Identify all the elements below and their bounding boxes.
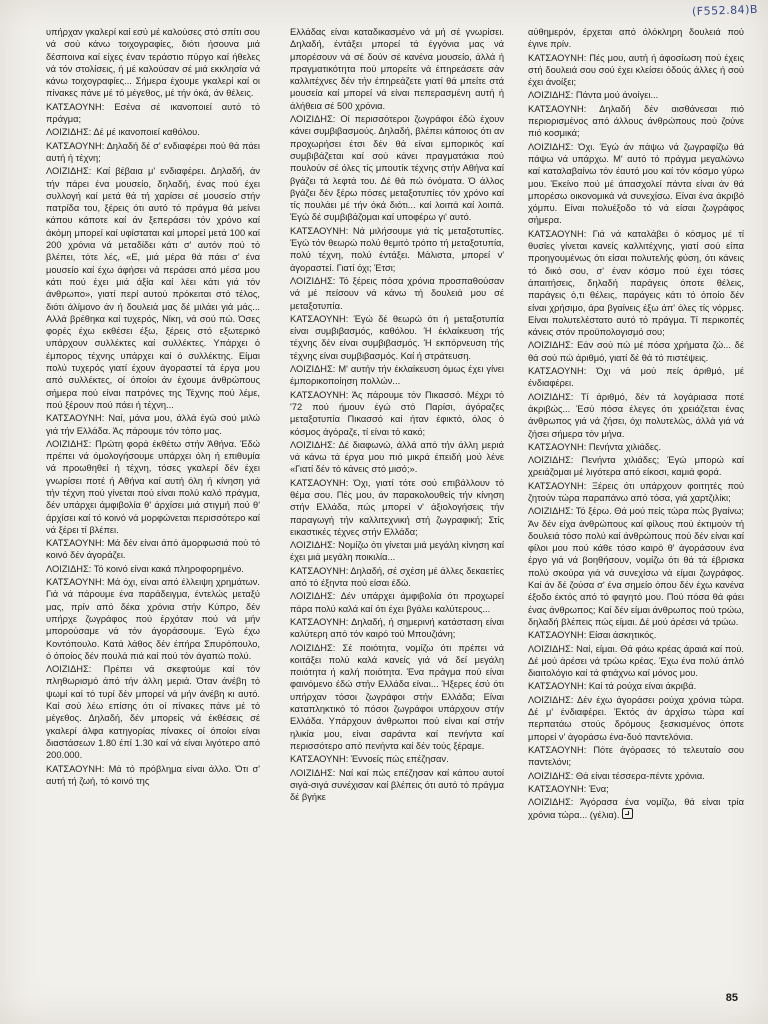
paragraph: ΛΟΙΖΙΔΗΣ: Τό ξέρω. Θά μού πείς τώρα πώς βγαίνω; Άν δέν είχα άνθρώπους καί φίλους πού έκτιμούν τή δουλειά τόσο πολύ καί άνθρώπους πού δέν είναι καί φίλοι μου πού κάθε τόσο καιρό θ' άγοράσουν ένα έργο γιά νά βοηθήσουν, νομίζω ότι θά τά έβρισκα πολύ σκούρα γιά νά συνεχίσω νά είμαι ζωγράφος. Καί άν δέ ζούσα σ' ένα σημείο όπου δέν έχω κανένα έξοδο έκτός από τό φαγητό μου. Πού πόσα θά φάει ένας άνθρωπος; Καί δέν είμαι άνθρωπος πού τρώω, δηλαδή βλέπεις πώς είμαι. Δέ μού άρέσει νά τρώω.: [528, 506, 744, 627]
paragraph-last-text: ΛΟΙΖΙΔΗΣ: Άγόρασα ένα νομίζω, θά είναι τρία χρόνια τώρα... (γέλια).: [528, 797, 744, 821]
paragraph: ΛΟΙΖΙΔΗΣ: Τό κοινό είναι κακά πληροφορημένο.: [46, 563, 244, 574]
paragraph: ΛΟΙΖΙΔΗΣ: Δέ μέ ικανοποιεί καθόλου.: [46, 127, 200, 138]
archive-stamp: (F552.84)B: [691, 2, 759, 19]
paragraph: ΚΑΤΣΑΟΥΝΗ: Καί τά ρούχα είναι άκριβά.: [528, 681, 697, 692]
paragraph: ΚΑΤΣΑΟΥΝΗ: Ένα;: [528, 783, 609, 794]
paragraph: υπήρχαν γκαλερί καί εσύ μέ καλούσες στό σπίτι σου νά σού κάνω τοιχογραφίες, διότι ήσουνα μιά δέσποινα καί είχες έναν τεράστιο πύργο καί ήθελες νά τόν στολίσεις, ή μέ καλούσαν σέ μιά εκκλησία νά κάνω τοιχογραφίες... Σήμερα έχουμε γκαλερί καί οι πίνακες πάνε μέ τό μέγεθος, μέ τήν όκά, άν θέλεις.: [46, 27, 260, 99]
paragraph: ΚΑΤΣΑΟΥΝΗ: Νά μιλήσουμε γιά τίς μεταξοτυπίες. Έγώ τόν θεωρώ πολύ θεμιτό τρόπο τή μεταξοτυπία, πολύ τέχνη, πολύ έντάξει. Μάλιστα, μπορεί ν' άγοραστεί. Γιατί όχι; Έτσι;: [290, 225, 504, 273]
page-number: 85: [725, 992, 738, 1004]
paragraph: ΛΟΙΖΙΔΗΣ: Σέ ποιότητα, νομίζω ότι πρέπει νά κοιτάξει πολύ καλά κανείς γιά νά δεί μεγάλη ποιότητα ή καλή ποιότητα. Ένα πράγμα πού είναι φαινόμενο έδώ στήν Ελλάδα είναι... Ήξερες έσύ ότι υπήρχαν τόσοι ζωγράφοι στήν Ελλάδα; Είναι καταπληκτικό τό πόσοι ζωγράφοι υπάρχουν στήν Ελλάδα. Υπάρχουν άνθρωποι πού είναι καί στήν ηλικία μου, είναι σαράντα καί πενήντα καί περισσότερο από πενήντα καί δέν τούς ξέραμε.: [290, 642, 504, 751]
paragraph: ΚΑΤΣΑΟΥΝΗ: Δηλαδή δέν αισθάνεσαι πιό περιορισμένος από άλλους άνθρώπους πού ζούνε πιό κοσμικά;: [528, 103, 744, 139]
text-column-1: [46, 26, 260, 1011]
paragraph: ΛΟΙΖΙΔΗΣ: Καί βέβαια μ' ενδιαφέρει. Δηλαδή, άν τήν πάρει ένα μουσείο, δηλαδή, ένας πού έχει συλλογή καί μετά θά τή χαρίσει σέ μουσείο στήν πατρίδα του, ξέρεις ότι αυτό τό πράγμα θά μείνει κάπου κάποτε καί άν ξεπεράσει τόν χρόνο καί άκόμη μπορεί καί υφίσταται καί μπορεί μετά 100 καί 200 χρόνια νά μεταδίδει κάτι σ' αυτόν πού τό βλέπει, τότε λές, «Ε, μιά μέρα θά πάει σ' ένα μουσείο καί έχω άφήσει νά περάσει από μέσα μου κάτι πού έχει μιά άξία καί λέει κάτι γιά τόν άνθρωπο», γιατί περί αυτού πρόκειται στό τέλος, διότι άλίμονο άν ή δουλειά μας δέ μιλάει γιά μάς... Αλλά βρέθηκα καί τυχερός, Νίκη, νά σού πώ. Όσες φορές έχω εκθέσει έξω, ξέρεις στό εξωτερικό υπάρχουν συλλέκτες καί συλλέκτες. Υπάρχει ό έμπορος τέχνης υπάρχει καί ό συλλέκτης. Είμαι πολύ τυχερός γιατί έχουν άγοραστεί τά έργα μου από συλλέκτες, οί όποίοι άν έχουμε άνθρώπους σήμερα πού είναι πατρόνες της Τέχνης πού λέμε, πού ξέρουν πού πάει ή τέχνη...: [46, 166, 260, 410]
paragraph: ΚΑΤΣΑΟΥΝΗ: Δηλαδή, σέ σχέση μέ άλλες δεκαετίες από τό έξηντα πού είσαι έδώ.: [290, 565, 504, 589]
text-column-3: [528, 26, 744, 974]
paragraph: ΚΑΤΣΑΟΥΝΗ: Ξέρεις ότι υπάρχουν φοιτητές πού ζητούν τώρα παραπάνω από τόσα, γιά χαρτζιλίκι;: [528, 480, 744, 503]
paragraph: ΛΟΙΖΙΔΗΣ: Μ' αυτήν τήν έκλαίκευση όμως έχει γίνει έμπορικοποίηση πολλών...: [290, 364, 504, 387]
paragraph: ΛΟΙΖΙΔΗΣ: Πρέπει νά σκεφτούμε καί τόν πληθωρισμό άπό τήν άλλη μεριά. Όταν άνέβη τό ψωμί καί τό τυρί δέν μπορεί νά μήν άνέβη κι αυτό. Καί σού λέω επίσης ότι οί πίνακες πάνε μέ τό μέγεθος. Δηλαδή, δέν μπορείς νά έκθέσεις σέ γκαλερί άλφα κατηγορίας πίνακες οί όποίοι είναι διαστάσεων 1.80 έπί 1.30 καί νά είναι λιγότερο από 200.000.: [46, 664, 260, 761]
paragraph: ΚΑΤΣΑΟΥΝΗ: Εσένα σέ ικανοποιεί αυτό τό πράγμα;: [46, 101, 260, 125]
paragraph: ΛΟΙΖΙΔΗΣ: Πενήντα χιλιάδες; Έγώ μπορώ καί χρειάζομαι μέ λιγότερα από είκοσι, καμιά φορά.: [528, 455, 744, 478]
paragraph: ΛΟΙΖΙΔΗΣ: Θά είναι τέσσερα-πέντε χρόνια.: [528, 770, 705, 781]
paragraph: ΚΑΤΣΑΟΥΝΗ: Πενήντα χιλιάδες.: [528, 441, 662, 452]
paragraph: ΚΑΤΣΑΟΥΝΗ: Όχι, γιατί τότε σού επιβάλλουν τό θέμα σου. Πές μου, άν παρακολουθείς τήν κίνηση στήν Ελλάδα, πώς μπορεί ν' άξιολογήσεις τήν παραγωγή τήν καλλιτεχνική στή ζωγραφική; Στίς εικαστικές τέχνες στήν Ελλάδα;: [290, 477, 504, 537]
paragraph: ΚΑΤΣΑΟΥΝΗ: Έννοείς πώς επέζησαν.: [290, 754, 449, 765]
paragraph: ΛΟΙΖΙΔΗΣ: Εάν σού πώ μέ πόσα χρήματα ζώ... δέ θά σού πώ άριθμό, γιατί δέ θά τό πιστέψεις.: [528, 340, 744, 363]
paragraph: ΛΟΙΖΙΔΗΣ: Ναί, είμαι. Θά φάω κρέας άραιά καί πού. Δέ μού άρέσει νά τρώω κρέας. Έχω ένα πολύ άπλό διαιτολόγιο καί τά φτιάχνω καί μόνος μου.: [528, 643, 744, 679]
paragraph: ΚΑΤΣΑΟΥΝΗ: Γιά νά καταλάβει ό κόσμος μέ τί θυσίες γίνεται κανείς καλλιτέχνης, γιατί σού είπα προηγουμένως ότι είσαι πολυτελής φύση, ότι κάνεις τό δικό σου, σ' έναν κόσμο πού έχει τόσες άπαιτήσεις, δηλαδή παράγεις όποτε θέλεις, παράγεις ό,τι θέλεις, παράγεις κάτι τό όποίο δέν είναι χρήσιμο, άρα βγαίνεις έξω άπ' όλες τίς νόρμες. Είναι πολυτελέστατο αυτό τό πράγμα. Τί περικοπές κάνεις στόν προϋπολογισμό σου;: [528, 228, 744, 338]
paragraph: ΚΑΤΣΑΟΥΝΗ: Μά δέν είναι άπό άμορφωσιά πού τό κοινό δέν άγοράζει.: [46, 538, 260, 561]
paragraph: αύθημερόν, έρχεται από όλόκληρη δουλειά πού έγινε πρίν.: [528, 27, 744, 50]
paragraph: ΛΟΙΖΙΔΗΣ: Όχι. Έγώ άν πάψω νά ζωγραφίζω θά πάψω νά υπάρχω. Μ' αυτό τό πράγμα μεγαλώνω καί καταλαβαίνω τόν έαυτό μου καί τόν κόσμο γύρω μου. Έκείνο πού μέ άπασχολεί πάντα είναι άν θά μπορέσω οικονομικά νά συνεχίσω. Είναι ένα άκριβό χόμπυ. Είναι πολυέξοδο τό νά είσαι ζωγράφος σήμερα.: [528, 141, 744, 226]
paragraph: ΚΑΤΣΑΟΥΝΗ: Έγώ δέ θεωρώ ότι ή μεταξοτυπία είναι συμβιβασμός, καθόλου. Ή έκλαίκευση τής τέχνης δέν είναι συμβιβασμός. Ή εκπόρνευση τής τέχνης είναι συμβιβασμός. Καί ή στράτευση.: [290, 313, 504, 361]
paragraph: ΛΟΙΖΙΔΗΣ: Δέν υπάρχει άμφιβολία ότι προχωρεί πάρα πολύ καλά καί ότι έχει βγάλει καλύτερους...: [290, 591, 504, 614]
paragraph: ΛΟΙΖΙΔΗΣ: Πάντα μού άνοίγει...: [528, 90, 659, 101]
text-column-2: [290, 26, 504, 1011]
paragraph: ΛΟΙΖΙΔΗΣ: Οί περισσότεροι ζωγράφοι έδώ έχουν κάνει συμβιβασμούς. Δηλαδή, βλέπει κάποιος ότι αν προχωρήσει έτσι δέν θά είναι εμπορικός καί συμβιβάζεται καί σού κάνει πραγματάκια πού πουλούν σέ όλες τίς μπουτίκ τέχνης στήν Αθήνα καί βγάζει τά λεφτά του. Δέ θά πώ όνόματα. Ό άλλος βγάζει δέν ξέρω πόσες μεταξοτυπίες τόν χρόνο καί τίς πουλάει μέ τήν όκά διότι... καί λοιπά καί λοιπά. Έγώ δέ συμβιβάζομαι καί υποφέρω γι' αυτό.: [290, 114, 504, 223]
paragraph: ΛΟΙΖΙΔΗΣ: Τό ξέρεις πόσα χρόνια προσπαθούσαν νά μέ πείσουν νά κάνω τή δουλειά μου σέ μεταξοτυπία.: [290, 275, 504, 311]
paragraph-last: [528, 796, 744, 822]
paragraph: ΛΟΙΖΙΔΗΣ: Ναί καί πώς επέζησαν καί κάπου αυτοί σιγά-σιγά συνέχισαν καί βλέπεις ότι αυτό τό πράγμα δέ βγήκε: [290, 767, 504, 803]
paragraph: ΛΟΙΖΙΔΗΣ: Πρώτη φορά έκθέτω στήν Άθήνα. Έδώ πρέπει νά όμολογήσουμε υπάρχει όλη ή επιθυμία νά προωθηθεί ή τέχνη, τόσες γκαλερί δέν έχει γνωρίσει ποτέ ή Αθήνα καί αυτή όλη ή κίνηση γιά τήν τέχνη πού γίνεται πού είναι πολύ καλό πράγμα, δέν υπάρχει άμφιβολία θ' άρχίσει μιά στιγμή πού θ' άρχίσει καί τό κοινό νά μορφώνεται περισσότερο καί νά ξέρει τί βλέπει.: [46, 438, 260, 535]
paragraph: ΚΑΤΣΑΟΥΝΗ: Δηλαδή δέ σ' ενδιαφέρει πού θά πάει αυτή ή τέχνη;: [46, 140, 260, 163]
end-of-article-icon: [622, 808, 633, 819]
paragraph: Ελλάδας είναι καταδικασμένο νά μή σέ γνωρίσει. Δηλαδή, έντάξει μπορεί τά έγγόνια μας νά μπορέσουν νά σέ δούν σέ κανένα μουσείο, άλλά ή πραγματικότητα πού μπορείτε νά έπηρεάσετε σάν καλλιτέχνες δέν τήν έπηρεάζετε γιατί θά μπείτε στά μουσεία καί μπορεί νά είναι πεπερασμένη αυτή ή άλήθεια σέ 500 χρόνια.: [290, 27, 504, 111]
paragraph: ΚΑΤΣΑΟΥΝΗ: Μά όχι, είναι από έλλειψη χρημάτων. Γιά νά πάρουμε ένα παράδειγμα, έντελώς μεταξύ μας, πρίν από δέκα χρόνια στήν Κύπρο, δέν υπήρχε ζωγράφος πού έρχόταν πού νά μήν μπορούσαμε νά τόν άγοράσουμε. Έγώ έχω Κοντόπουλο. Κατά λάθος δέν έπήρα Σπυρόπουλο, ό όποίος δέν πουλά πιά καί πού τόν άγαπώ πολύ.: [46, 577, 260, 661]
paragraph: ΚΑΤΣΑΟΥΝΗ: Ναί, μάνα μου, άλλά έγώ σού μιλώ γιά τήν Ελλάδα. Άς πάρουμε τόν τόπο μας.: [46, 413, 260, 436]
paragraph: ΛΟΙΖΙΔΗΣ: Δέ διαφωνώ, άλλά από τήν άλλη μεριά νά κάνω τά έργα μου πιό μικρά έπειδή μού λένε «Γιατί δέν τό κάνεις στό μισό;».: [290, 439, 504, 475]
paragraph: ΚΑΤΣΑΟΥΝΗ: Δηλαδή, ή σημερινή κατάσταση είναι καλύτερη από τόν καιρό τού Μπουζιάνη;: [290, 616, 504, 640]
paragraph: ΛΟΙΖΙΔΗΣ: Τί άριθμό, δέν τά λογάριασα ποτέ άκριβώς... Έσύ πόσα έλεγες ότι χρειάζεται ένας άνθρωπος γιά νά ζήσει, όχι πολυτελώς, άλλά γιά νά ζήσει σήμερα τόν μήνα.: [528, 391, 744, 439]
paragraph: ΛΟΙΖΙΔΗΣ: Νομίζω ότι γίνεται μιά μεγάλη κίνηση καί έχει μιά μεγάλη ποικιλία...: [290, 540, 504, 563]
paragraph: ΛΟΙΖΙΔΗΣ: Δέν έχω άγοράσει ρούχα χρόνια τώρα. Δέ μ' ένδιαφέρει. Έκτός άν άρχίσω τώρα καί περπατάω στούς δρόμους ξεσκισμένος όποτε μπορεί ν' άγοράσω ένα-δυό παντελόνια.: [528, 694, 744, 742]
paragraph: ΚΑΤΣΑΟΥΝΗ: Άς πάρουμε τόν Πικασσό. Μέχρι τό '72 πού ήμουν έγώ στό Παρίσι, άγόραζες μεταξοτυπία Πικασσό καί ήταν έφικτό, όλος ό κόσμος άγόραζε, τί είναι τό κακό;: [290, 389, 504, 437]
paragraph: ΚΑΤΣΑΟΥΝΗ: Πότε άγόρασες τό τελευταίο σου παντελόνι;: [528, 744, 744, 768]
paragraph: ΚΑΤΣΑΟΥΝΗ: Μά τό πρόβλημα είναι άλλο. Ότι σ' αυτή τή ζωή, τό κοινό της: [46, 763, 260, 786]
paragraph: ΚΑΤΣΑΟΥΝΗ: Όχι νά μού πείς άριθμό, μέ ένδιαφέρει.: [528, 366, 744, 389]
paragraph: ΚΑΤΣΑΟΥΝΗ: Πές μου, αυτή ή άφοσίωση πού έχεις στή δουλειά σου σού έχει κλείσει όδούς άλλες ή σού έχει άνοίξει;: [528, 52, 744, 88]
paragraph: ΚΑΤΣΑΟΥΝΗ: Είσαι άσκητικός.: [528, 630, 657, 641]
